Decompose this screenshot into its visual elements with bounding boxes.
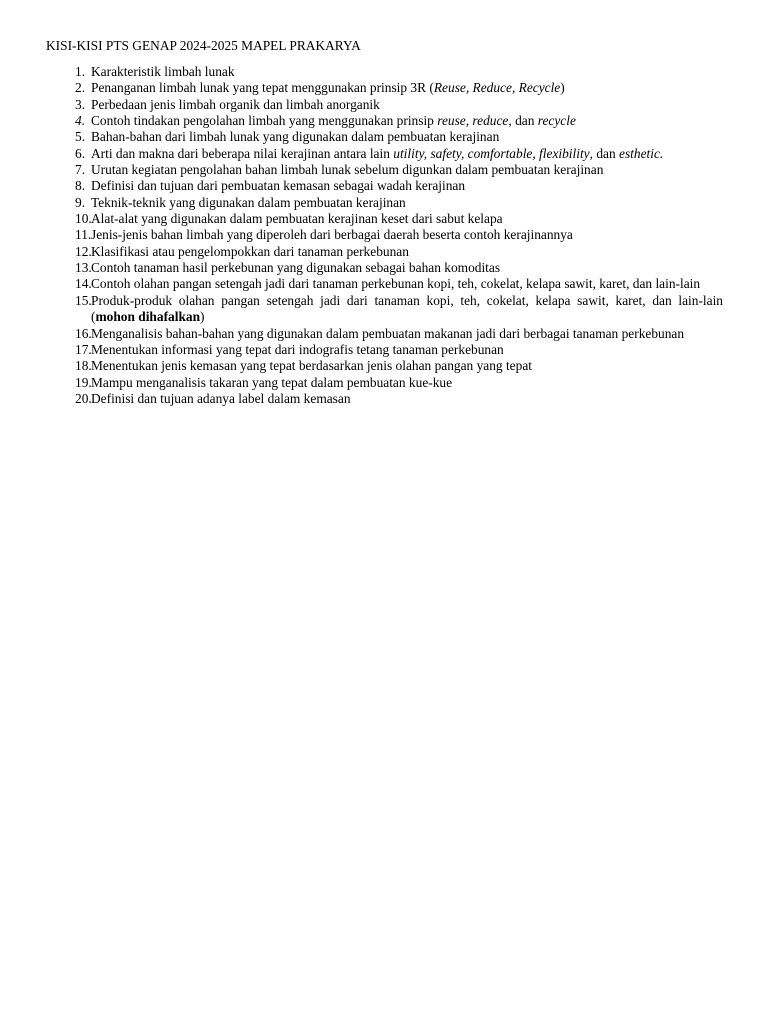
list-item-number-text: 18. xyxy=(75,358,92,374)
list-item-text xyxy=(91,227,723,243)
list-item-number xyxy=(46,227,91,243)
list-item-number xyxy=(46,129,91,145)
list-item xyxy=(46,146,723,162)
emphasis-text: mohon dihafalkan xyxy=(95,309,201,325)
grid-list xyxy=(46,64,723,407)
list-item xyxy=(46,326,723,342)
text-segment: Karakteristik limbah lunak xyxy=(91,64,235,79)
list-item-number-text: 6. xyxy=(75,145,86,161)
list-item-number-text: 7. xyxy=(75,162,86,178)
list-item-text xyxy=(91,64,723,80)
list-item-number xyxy=(46,276,91,292)
list-item-number xyxy=(46,97,91,113)
list-item-number xyxy=(46,358,91,374)
list-item-text xyxy=(91,326,723,342)
text-segment: Menentukan informasi yang tepat dari indografis tetang tanaman perkebunan xyxy=(91,341,504,357)
list-item-text xyxy=(91,97,723,113)
text-segment: Menganalisis bahan-bahan yang digunakan dalam pembuatan makanan jadi dari berbagai tanaman perkebunan xyxy=(91,325,685,341)
text-segment: Alat-alat yang digunakan dalam pembuatan kerajinan keset dari sabut kelapa xyxy=(91,211,503,227)
list-item-text xyxy=(91,391,723,407)
text-segment: dan xyxy=(511,113,538,129)
list-item-text xyxy=(91,244,723,260)
list-item-text xyxy=(91,113,723,129)
list-item xyxy=(46,195,723,211)
text-segment: Klasifikasi atau pengelompokkan dari tanaman perkebunan xyxy=(91,243,409,259)
list-item xyxy=(46,129,723,145)
list-item-number-text: 3. xyxy=(75,96,86,112)
list-item-text xyxy=(91,358,723,374)
text-segment: Urutan kegiatan pengolahan bahan limbah lunak sebelum digunkan dalam pembuatan kerajinan xyxy=(91,162,604,178)
text-segment: Menentukan jenis kemasan yang tepat berdasarkan jenis olahan pangan yang tepat xyxy=(91,358,532,374)
list-item-text xyxy=(91,146,723,162)
list-item-number xyxy=(46,244,91,260)
list-item-number xyxy=(46,113,91,129)
list-item xyxy=(46,293,723,326)
list-item-number-text: 20. xyxy=(75,390,92,406)
text-segment: Mampu menganalisis takaran yang tepat dalam pembuatan kue-kue xyxy=(91,374,453,390)
list-item-number-text: 11. xyxy=(75,227,92,243)
italic-text: utility, safety, comfortable, flexibility xyxy=(393,145,590,161)
list-item-number xyxy=(46,293,91,326)
list-item-number-text: 5. xyxy=(75,129,86,145)
list-item xyxy=(46,178,723,194)
list-item xyxy=(46,260,723,276)
text-segment: ) xyxy=(560,80,565,96)
list-item-number xyxy=(46,64,91,80)
text-segment: Definisi dan tujuan adanya label dalam kemasan xyxy=(91,390,351,406)
list-item-text xyxy=(91,178,723,194)
text-segment: Definisi dan tujuan dari pembuatan kemasan sebagai wadah kerajinan xyxy=(91,178,466,194)
list-item-number xyxy=(46,342,91,358)
list-item xyxy=(46,391,723,407)
list-item xyxy=(46,244,723,260)
document-title: KISI-KISI PTS GENAP 2024-2025 MAPEL PRAKARYA xyxy=(46,38,361,53)
list-item-number xyxy=(46,162,91,178)
text-segment: Teknik-teknik yang digunakan dalam pembuatan kerajinan xyxy=(91,194,406,210)
list-item-text xyxy=(91,162,723,178)
italic-text: esthetic. xyxy=(619,145,664,161)
list-item-text xyxy=(91,276,723,292)
list-item-number xyxy=(46,80,91,96)
list-item xyxy=(46,375,723,391)
list-item-text xyxy=(91,80,723,96)
list-item-number-text: 8. xyxy=(75,178,86,194)
list-item-number-text: 16. xyxy=(75,325,92,341)
list-item xyxy=(46,97,723,113)
text-segment: , dan xyxy=(589,145,620,161)
list-item xyxy=(46,276,723,292)
text-segment: Arti dan makna dari beberapa nilai kerajinan antara lain xyxy=(91,145,394,161)
list-item-number xyxy=(46,195,91,211)
list-item xyxy=(46,162,723,178)
list-item-number xyxy=(46,326,91,342)
list-item-number-text: 13. xyxy=(75,260,92,276)
list-item xyxy=(46,211,723,227)
text-segment: ) xyxy=(200,309,205,325)
list-item xyxy=(46,358,723,374)
text-segment: Jenis-jenis bahan limbah yang diperoleh dari berbagai daerah beserta contoh kerajinannya xyxy=(91,227,573,243)
list-item xyxy=(46,64,723,80)
list-item xyxy=(46,80,723,96)
list-item-text xyxy=(91,293,723,326)
text-segment: Bahan-bahan dari limbah lunak yang digunakan dalam pembuatan kerajinan xyxy=(91,129,500,145)
text-segment: Contoh tindakan pengolahan limbah yang menggunakan prinsip xyxy=(91,113,438,129)
list-item-number-text: 9. xyxy=(75,194,86,210)
list-item-text xyxy=(91,342,723,358)
text-segment: Contoh tanaman hasil perkebunan yang digunakan sebagai bahan komoditas xyxy=(91,260,501,276)
list-item-number xyxy=(46,375,91,391)
italic-text: reuse, reduce, xyxy=(437,113,512,129)
document-page xyxy=(46,38,723,407)
list-item-number-text: 12. xyxy=(75,243,92,259)
text-segment: Perbedaan jenis limbah organik dan limbah anorganik xyxy=(91,96,380,112)
list-item-number xyxy=(46,146,91,162)
list-item-text xyxy=(91,260,723,276)
list-item xyxy=(46,342,723,358)
list-item-number xyxy=(46,178,91,194)
list-item-number-text: 4. xyxy=(75,113,86,129)
list-item-text xyxy=(91,211,723,227)
list-item xyxy=(46,113,723,129)
list-item-text xyxy=(91,375,723,391)
text-segment: Penanganan limbah lunak yang tepat menggunakan prinsip 3R ( xyxy=(91,80,434,96)
list-item xyxy=(46,227,723,243)
list-item-text xyxy=(91,129,723,145)
list-item-number xyxy=(46,391,91,407)
text-segment: Produk-produk olahan pangan setengah jadi dari tanaman kopi, teh, cokelat, kelapa sawit, karet, dan lain-lain ( xyxy=(91,292,723,325)
list-item-number-text: 17. xyxy=(75,341,92,357)
list-item-number-text: 15. xyxy=(75,292,92,308)
italic-text: recycle xyxy=(537,113,576,129)
list-item-number-text: 19. xyxy=(75,374,92,390)
list-item-number xyxy=(46,260,91,276)
list-item-number-text: 14. xyxy=(75,276,92,292)
italic-text: Reuse, Reduce, Recycle xyxy=(433,80,561,96)
text-segment: Contoh olahan pangan setengah jadi dari tanaman perkebunan kopi, teh, cokelat, kelapa sawit, karet, dan lain-lain xyxy=(91,276,701,292)
list-item-number-text: 10. xyxy=(75,211,92,227)
list-item-number-text: 1. xyxy=(75,64,86,79)
list-item-text xyxy=(91,195,723,211)
list-item-number xyxy=(46,211,91,227)
list-item-number-text: 2. xyxy=(75,80,86,96)
